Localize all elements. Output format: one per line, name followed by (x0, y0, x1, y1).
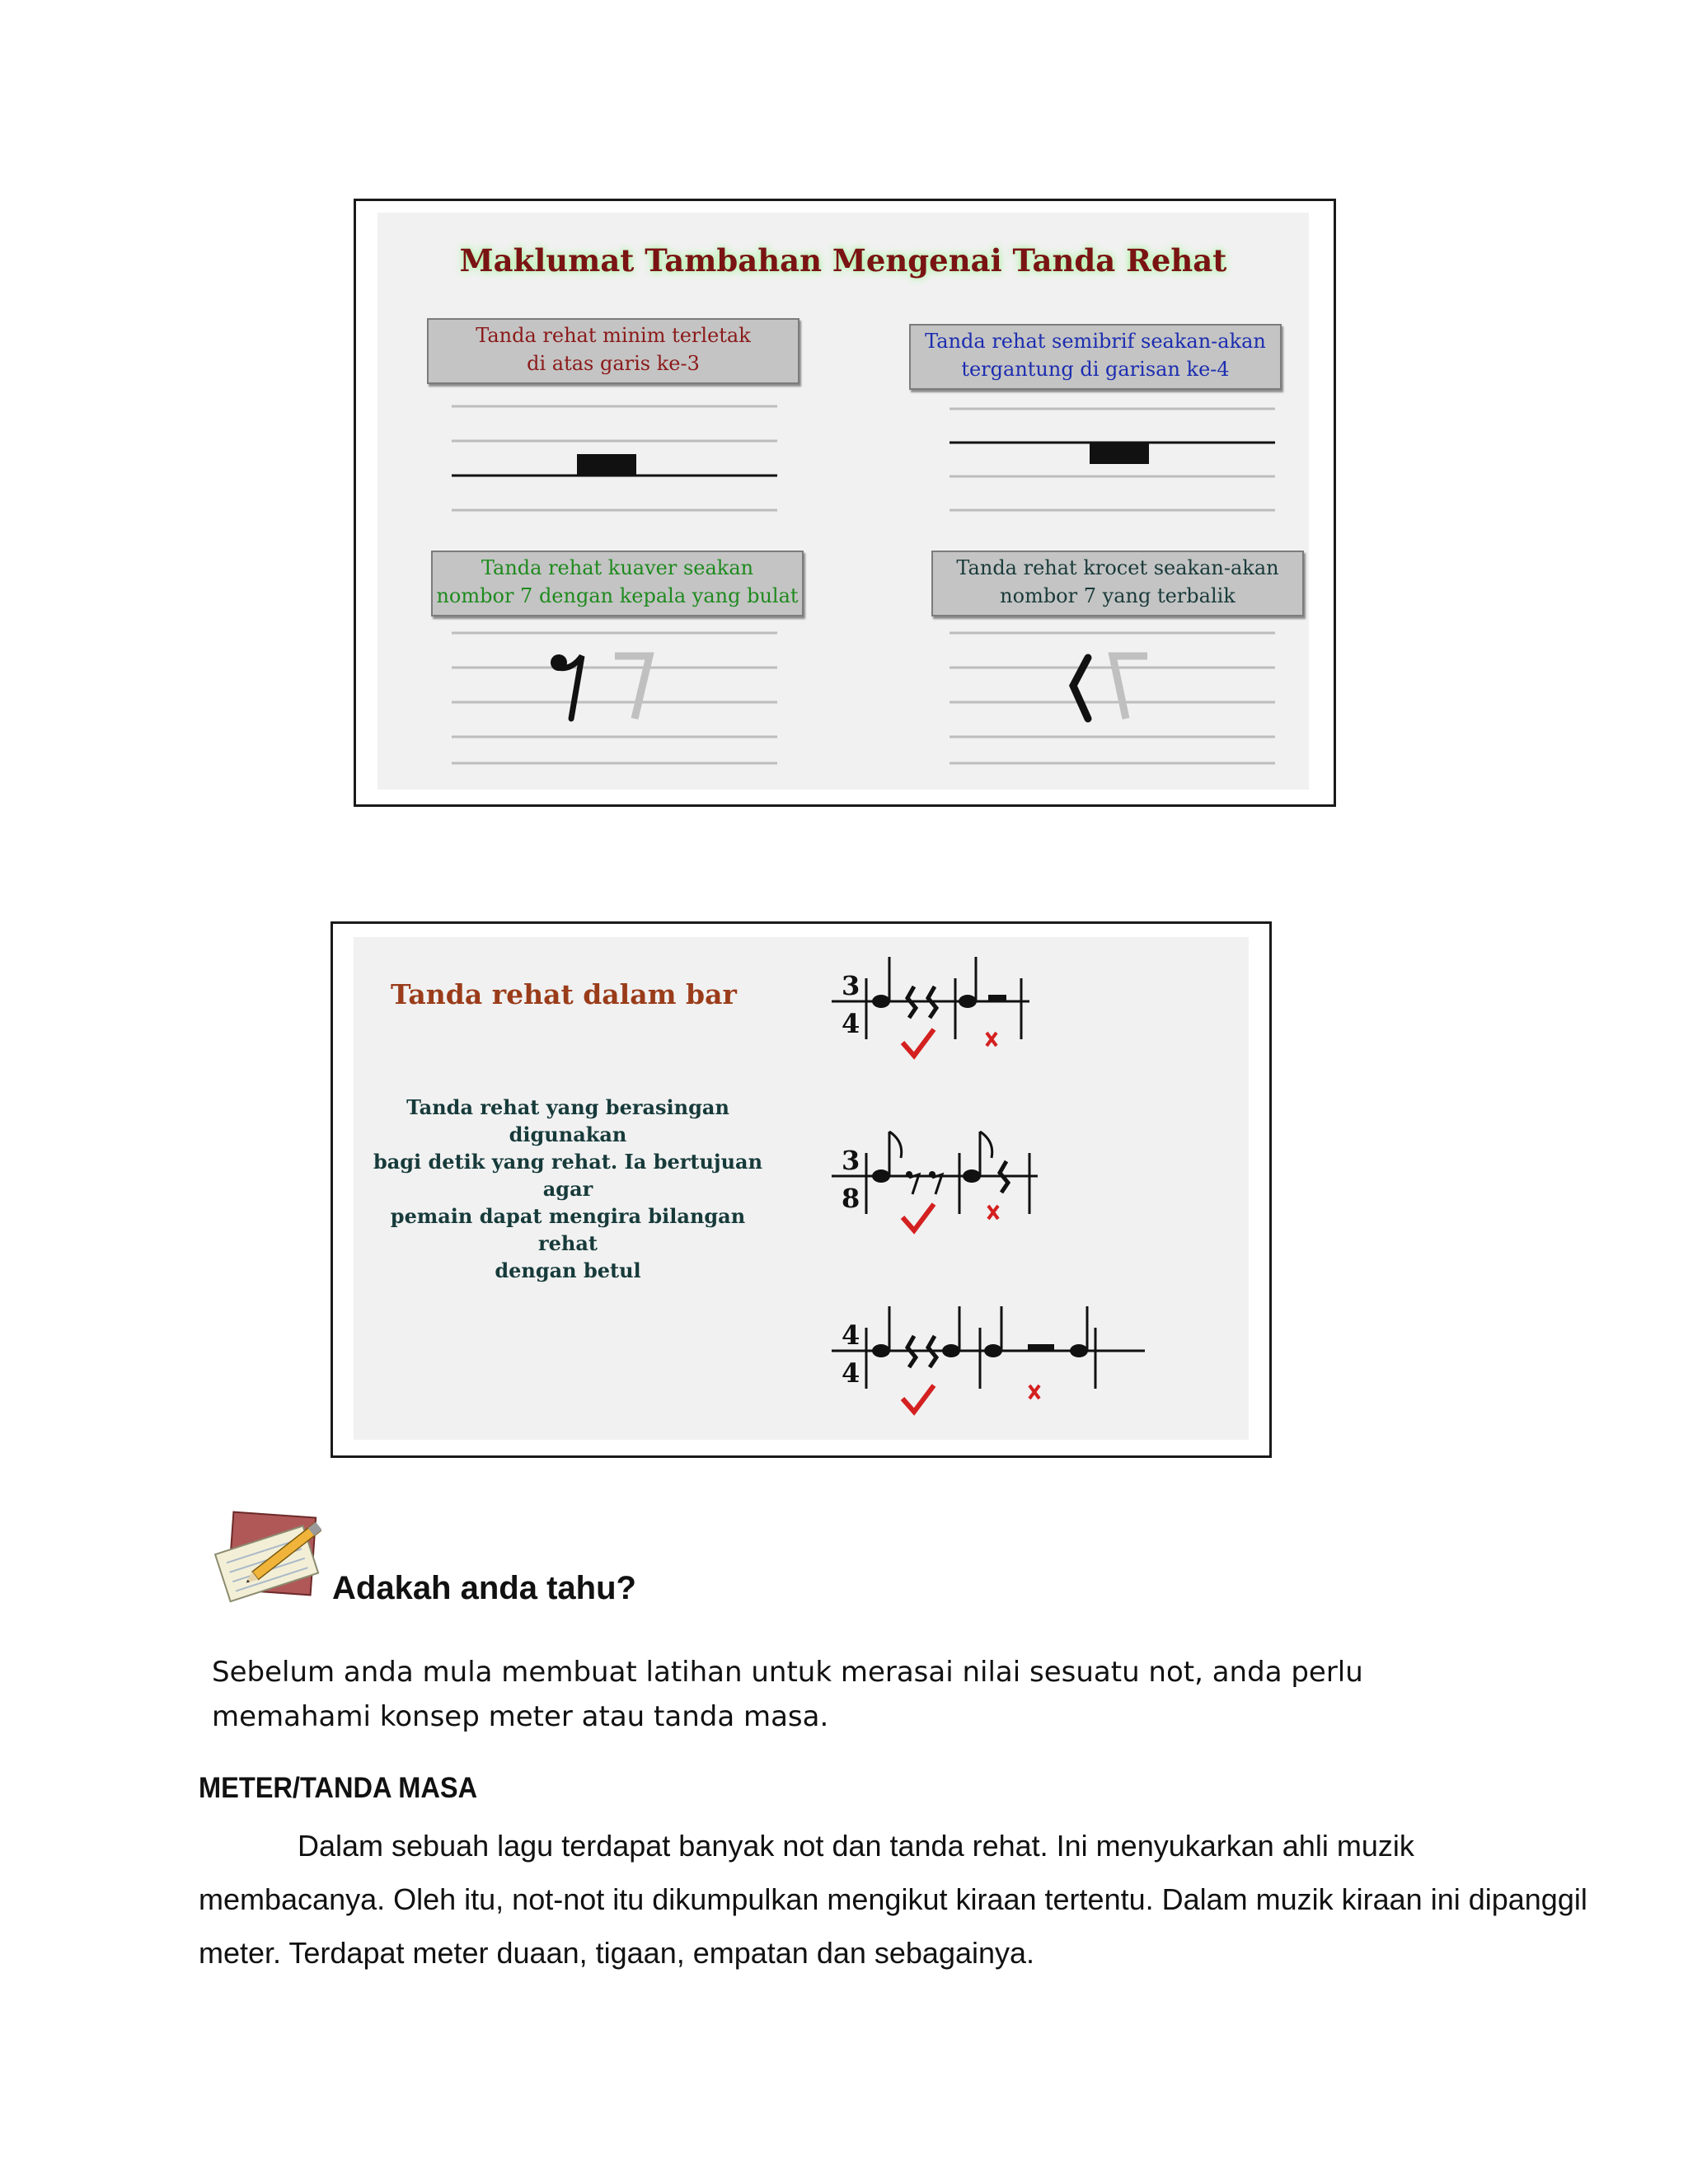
semibreve-rest-staff (950, 394, 1279, 534)
seven-digit-icon (615, 656, 649, 719)
crotchet-note (872, 1344, 890, 1357)
description-line: dengan betul (495, 1258, 641, 1282)
rests-in-bar-panel (354, 937, 1249, 1440)
crotchet-rest-label-line1: Tanda rehat krocet seakan-akan (956, 556, 1279, 579)
minim-rest-staff (452, 390, 781, 530)
semibreve-rest-label-line2: tergantung di garisan ke-4 (961, 358, 1230, 381)
rests-in-bar-heading: Tanda rehat dalam bar (391, 978, 737, 1010)
time-signature-bottom: 4 (842, 1008, 860, 1039)
crotchet-note (942, 1344, 960, 1357)
quaver-rest-label-line2: nombor 7 dengan kepala yang bulat (436, 584, 799, 607)
rests-in-bar-figure (331, 921, 1272, 1458)
cross-mark-icon (987, 1033, 996, 1046)
notepad-pencil-icon (213, 1507, 335, 1604)
quaver-rest-icon (551, 654, 582, 719)
minim-rest-icon (577, 454, 636, 476)
notation-example-3-8 (832, 1128, 1079, 1244)
minim-rest (988, 995, 1006, 1001)
callout-line: memahami konsep meter atau tanda masa. (212, 1700, 829, 1733)
rest-info-figure (354, 199, 1336, 807)
cross-mark-icon (1029, 1385, 1039, 1399)
quaver-note (872, 1169, 890, 1183)
rest-info-panel (377, 213, 1309, 790)
section-title: METER/TANDA MASA (199, 1772, 478, 1804)
time-signature-top: 3 (842, 1145, 860, 1176)
check-mark-icon (903, 1029, 934, 1056)
reversed-seven-icon (1113, 656, 1147, 719)
crotchet-note (1070, 1344, 1088, 1357)
section-paragraph (199, 1819, 1587, 1980)
description-line: pemain dapat mengira bilangan rehat (390, 1204, 746, 1255)
callout-title: Adakah anda tahu? (332, 1570, 636, 1606)
description-line: bagi detik yang rehat. Ia bertujuan agar (373, 1150, 763, 1201)
crotchet-rest-label (931, 551, 1304, 616)
check-mark-icon (903, 1385, 934, 1412)
minim-rest (1028, 1344, 1054, 1351)
time-signature-top: 3 (842, 970, 860, 1001)
quaver-rest-label (431, 551, 804, 616)
paragraph-line: meter. Terdapat meter duaan, tigaan, empatan dan sebagainya. (199, 1936, 1035, 1970)
cross-mark-icon (988, 1206, 998, 1219)
description-line: Tanda rehat yang berasingan digunakan (406, 1095, 729, 1146)
figure-title: Maklumat Tambahan Mengenai Tanda Rehat (459, 242, 1227, 279)
quaver-rest-staff (452, 616, 781, 765)
time-signature-bottom: 4 (842, 1357, 860, 1389)
quaver-rest (909, 1174, 919, 1194)
crotchet-rest-staff (950, 616, 1279, 765)
time-signature-top: 4 (842, 1319, 860, 1351)
rests-in-bar-description (362, 1094, 774, 1284)
notation-example-3-4 (832, 954, 1062, 1069)
semibreve-rest-label (909, 324, 1282, 390)
time-signature-bottom: 8 (842, 1183, 860, 1214)
callout-line: Sebelum anda mula membuat latihan untuk merasai nilai sesuatu not, anda perlu (212, 1656, 1363, 1689)
minim-rest-label-line2: di atas garis ke-3 (527, 352, 700, 375)
crotchet-rest-label-line2: nombor 7 yang terbalik (1000, 584, 1236, 607)
quaver-note (963, 1169, 981, 1183)
callout-text (212, 1650, 1448, 1739)
minim-rest-label (427, 318, 799, 384)
crotchet-note (872, 995, 890, 1008)
paragraph-line: membacanya. Oleh itu, not-not itu dikumpulkan mengikut kiraan tertentu. Dalam muzik kiraan ini dipanggil (199, 1882, 1587, 1916)
crotchet-note (984, 1344, 1002, 1357)
notation-example-4-4 (832, 1303, 1161, 1427)
quaver-rest (932, 1174, 942, 1194)
check-mark-icon (903, 1204, 934, 1230)
crotchet-note (959, 995, 977, 1008)
minim-rest-label-line1: Tanda rehat minim terletak (476, 324, 751, 347)
quaver-rest-label-line1: Tanda rehat kuaver seakan (481, 556, 754, 579)
semibreve-rest-label-line1: Tanda rehat semibrif seakan-akan (925, 330, 1266, 353)
semibreve-rest-icon (1090, 443, 1149, 464)
paragraph-line: Dalam sebuah lagu terdapat banyak not dan tanda rehat. Ini menyukarkan ahli muzik (298, 1829, 1414, 1863)
